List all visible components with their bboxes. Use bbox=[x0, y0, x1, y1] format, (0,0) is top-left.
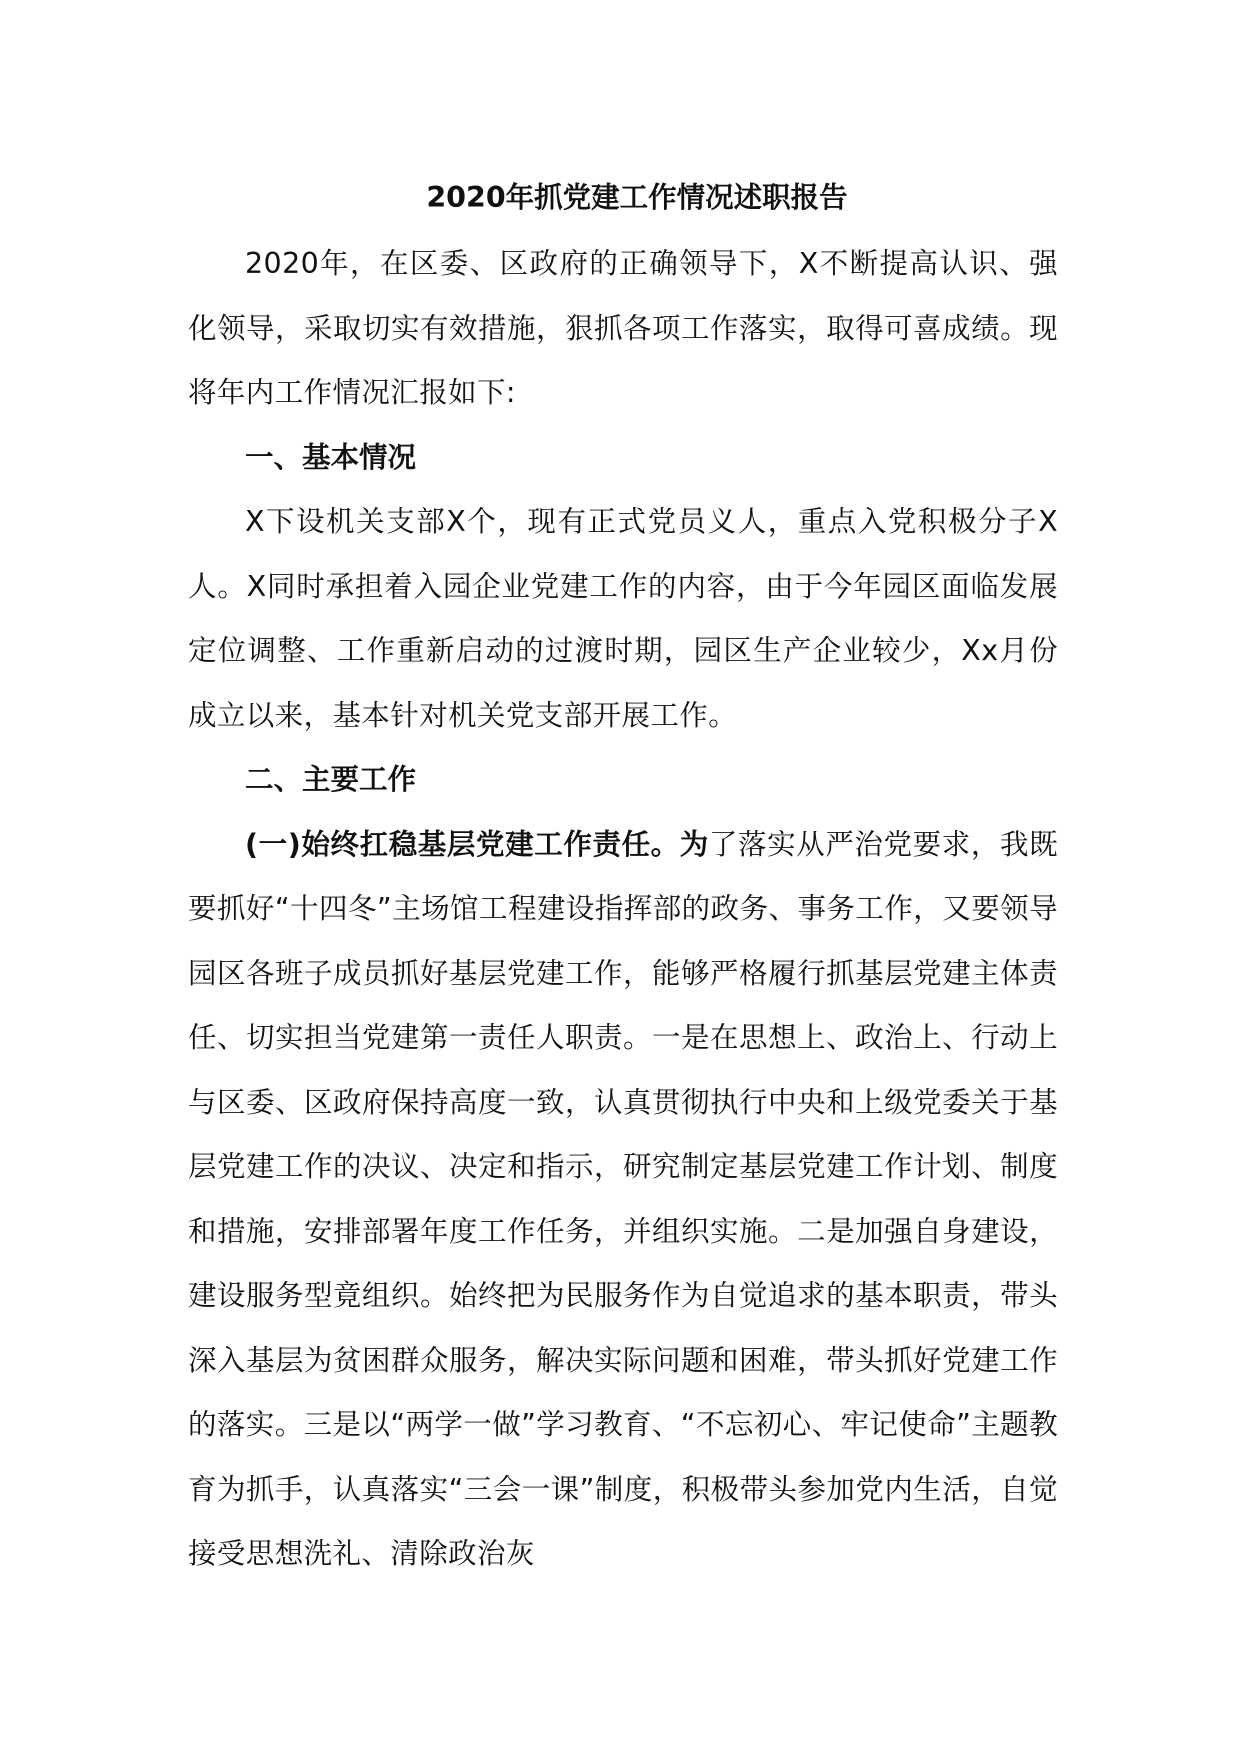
basic-situation-paragraph: X下设机关支部X个，现有正式党员义人，重点入党积极分子X人。X同时承担着入园企业党建工作的内容，由于今年园区面临发展定位调整、工作重新启动的过渡时期，园区生产企业较少，Xx月份成立以来，基本针对机关党支部开展工作。 bbox=[188, 505, 1058, 732]
intro-paragraph: 2020年，在区委、区政府的正确领导下，X不断提高认识、强化领导，采取切实有效措施，狠抓各项工作落实，取得可喜成绩。现将年内工作情况汇报如下: bbox=[188, 247, 1058, 409]
document-title: 2020年抓党建工作情况述职报告 bbox=[426, 181, 848, 214]
document-page bbox=[188, 178, 1058, 1587]
main-work-paragraph-1 bbox=[188, 813, 1058, 1587]
main-work-item-body: 了落实从严治党要求，我既要抓好“十四冬”主场馆工程建设指挥部的政务、事务工作，又要领导园区各班子成员抓好基层党建工作，能够严格履行抓基层党建主体责任、切实担当党建第一责任人职责。一是在思想上、政治上、行动上与区委、区政府保持高度一致，认真贯彻执行中央和上级党委关于基层党建工作的决议、决定和指示，研究制定基层党建工作计划、制度和措施，安排部署年度工作任务，并组织实施。二是加强自身建设，建设服务型竟组织。始终把为民服务作为自觉追求的基本职责，带头深入基层为贫困群众服务，解决实际问题和困难，带头抓好党建工作的落实。三是以“两学一做”学习教育、“不忘初心、牢记使命”主题教育为抓手，认真落实“三会一课”制度，积极带头参加党内生活，自觉接受思想洗礼、清除政治灰 bbox=[188, 827, 1058, 1570]
section-heading-basic: 一、基本情况 bbox=[245, 440, 417, 474]
section-heading-main-work: 二、主要工作 bbox=[245, 763, 417, 796]
main-work-item-lead: (一)始终扛稳基层党建工作责任。为 bbox=[245, 827, 709, 861]
